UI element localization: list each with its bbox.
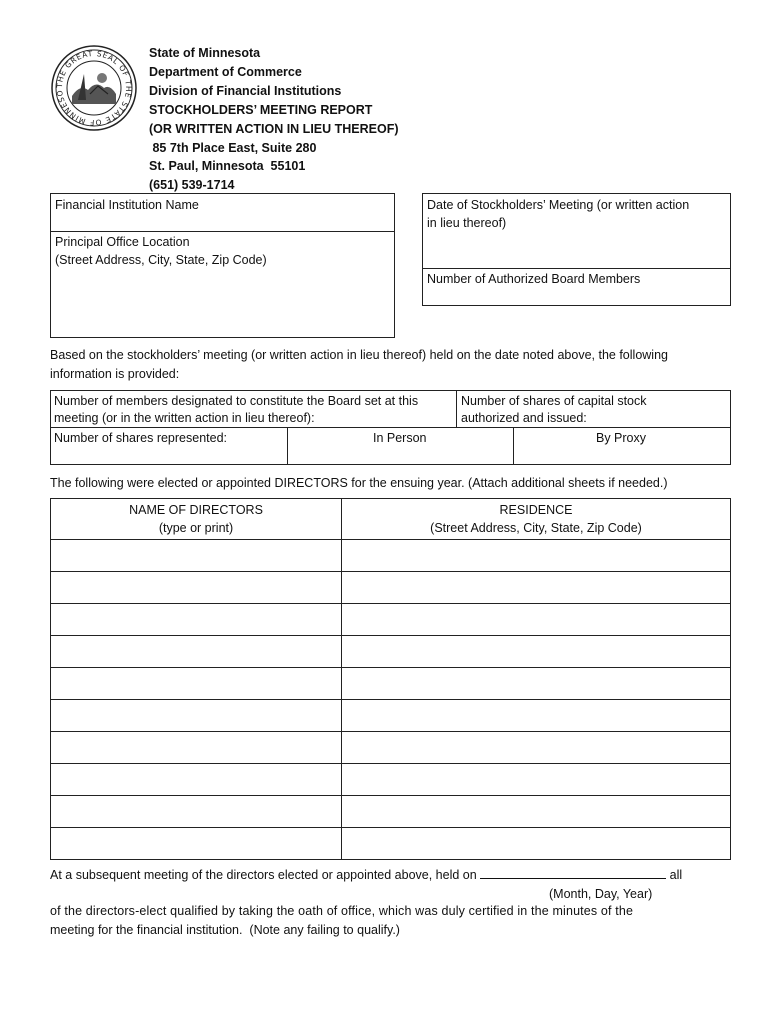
director-name-cell[interactable] xyxy=(51,636,342,668)
director-residence-cell[interactable] xyxy=(342,764,731,796)
header-title: STOCKHOLDERS’ MEETING REPORT xyxy=(149,102,373,117)
director-row xyxy=(51,572,731,604)
capital-label-line1: Number of shares of capital stock xyxy=(461,394,647,408)
intro-line1: Based on the stockholders’ meeting (or written action in lieu thereof) held on the date noted above, the following xyxy=(50,348,668,362)
header-department: Department of Commerce xyxy=(149,64,302,79)
director-residence-cell[interactable] xyxy=(342,540,731,572)
director-name-cell[interactable] xyxy=(51,668,342,700)
director-residence-cell[interactable] xyxy=(342,572,731,604)
principal-office-field[interactable] xyxy=(50,231,395,338)
shares-divider-top xyxy=(456,390,457,428)
footer-line3: meeting for the financial institution. (Note any failing to qualify.) xyxy=(50,923,400,937)
director-name-cell[interactable] xyxy=(51,764,342,796)
principal-office-hint: (Street Address, City, State, Zip Code) xyxy=(55,253,267,267)
date-hint: (Month, Day, Year) xyxy=(549,887,653,901)
director-name-cell[interactable] xyxy=(51,572,342,604)
director-name-cell[interactable] xyxy=(51,604,342,636)
director-row xyxy=(51,668,731,700)
footer-line2: of the directors-elect qualified by taking the oath of office, which was duly certified in the minutes of the xyxy=(50,904,634,918)
shares-divider-left xyxy=(287,427,288,465)
header-city: St. Paul, Minnesota 55101 xyxy=(149,159,306,174)
by-proxy-label: By Proxy xyxy=(596,431,647,445)
members-label-line1: Number of members designated to constitute the Board set at this xyxy=(54,394,419,408)
director-name-cell[interactable] xyxy=(51,796,342,828)
subsequent-suffix: all xyxy=(669,868,683,882)
director-residence-cell[interactable] xyxy=(342,732,731,764)
director-residence-cell[interactable] xyxy=(342,636,731,668)
col-res-line1: RESIDENCE xyxy=(499,503,573,517)
footer-paragraph xyxy=(50,902,720,940)
director-name-cell[interactable] xyxy=(51,828,342,860)
seal-text: THE GREAT SEAL OF THE STATE OF MINNESO xyxy=(54,48,134,128)
state-seal xyxy=(50,44,138,132)
meeting-date-blank[interactable] xyxy=(480,866,666,879)
authorized-board-field[interactable] xyxy=(422,268,731,306)
meeting-date-label-line1: Date of Stockholders’ Meeting (or written action xyxy=(427,198,690,212)
intro-line2: information is provided: xyxy=(50,367,180,381)
intro-paragraph xyxy=(50,346,740,384)
col-name-line2: (type or print) xyxy=(158,521,234,535)
director-row xyxy=(51,764,731,796)
shares-represented-label: Number of shares represented: xyxy=(54,431,228,445)
institution-name-label: Financial Institution Name xyxy=(55,198,199,212)
header-state: State of Minnesota xyxy=(149,46,261,60)
col-header-residence xyxy=(342,499,731,540)
header-subtitle: (OR WRITTEN ACTION IN LIEU THEREOF) xyxy=(149,121,399,136)
subsequent-prefix: At a subsequent meeting of the directors elected or appointed above, held on xyxy=(50,868,477,882)
shares-divider-mid xyxy=(50,427,731,428)
directors-table xyxy=(50,498,731,860)
director-name-cell[interactable] xyxy=(51,700,342,732)
director-row xyxy=(51,604,731,636)
director-residence-cell[interactable] xyxy=(342,700,731,732)
director-row xyxy=(51,700,731,732)
director-name-cell[interactable] xyxy=(51,732,342,764)
shares-divider-right xyxy=(513,427,514,465)
meeting-date-field[interactable] xyxy=(422,193,731,269)
in-person-label: In Person xyxy=(373,431,427,445)
director-row xyxy=(51,796,731,828)
header-division: Division of Financial Institutions xyxy=(149,83,342,98)
authorized-board-label: Number of Authorized Board Members xyxy=(427,272,641,286)
director-residence-cell[interactable] xyxy=(342,796,731,828)
header-phone: (651) 539-1714 xyxy=(149,178,235,193)
director-row xyxy=(51,540,731,572)
principal-office-label: Principal Office Location xyxy=(55,235,190,249)
director-residence-cell[interactable] xyxy=(342,668,731,700)
director-row xyxy=(51,828,731,860)
directors-intro: The following were elected or appointed DIRECTORS for the ensuing year. (Attach additional sheets if needed.) xyxy=(50,476,668,490)
col-header-name xyxy=(51,499,342,540)
institution-name-field[interactable] xyxy=(50,193,395,232)
subsequent-meeting-line xyxy=(50,866,682,885)
director-residence-cell[interactable] xyxy=(342,828,731,860)
director-residence-cell[interactable] xyxy=(342,604,731,636)
director-name-cell[interactable] xyxy=(51,540,342,572)
members-label-line2: meeting (or in the written action in lieu thereof): xyxy=(54,411,315,425)
director-row xyxy=(51,732,731,764)
form-header xyxy=(149,44,399,195)
col-name-line1: NAME OF DIRECTORS xyxy=(129,503,263,517)
header-address: 85 7th Place East, Suite 280 xyxy=(149,140,317,155)
meeting-date-label-line2: in lieu thereof) xyxy=(427,216,507,230)
capital-label-line2: authorized and issued: xyxy=(461,411,587,425)
col-res-line2: (Street Address, City, State, Zip Code) xyxy=(430,521,642,535)
director-row xyxy=(51,636,731,668)
